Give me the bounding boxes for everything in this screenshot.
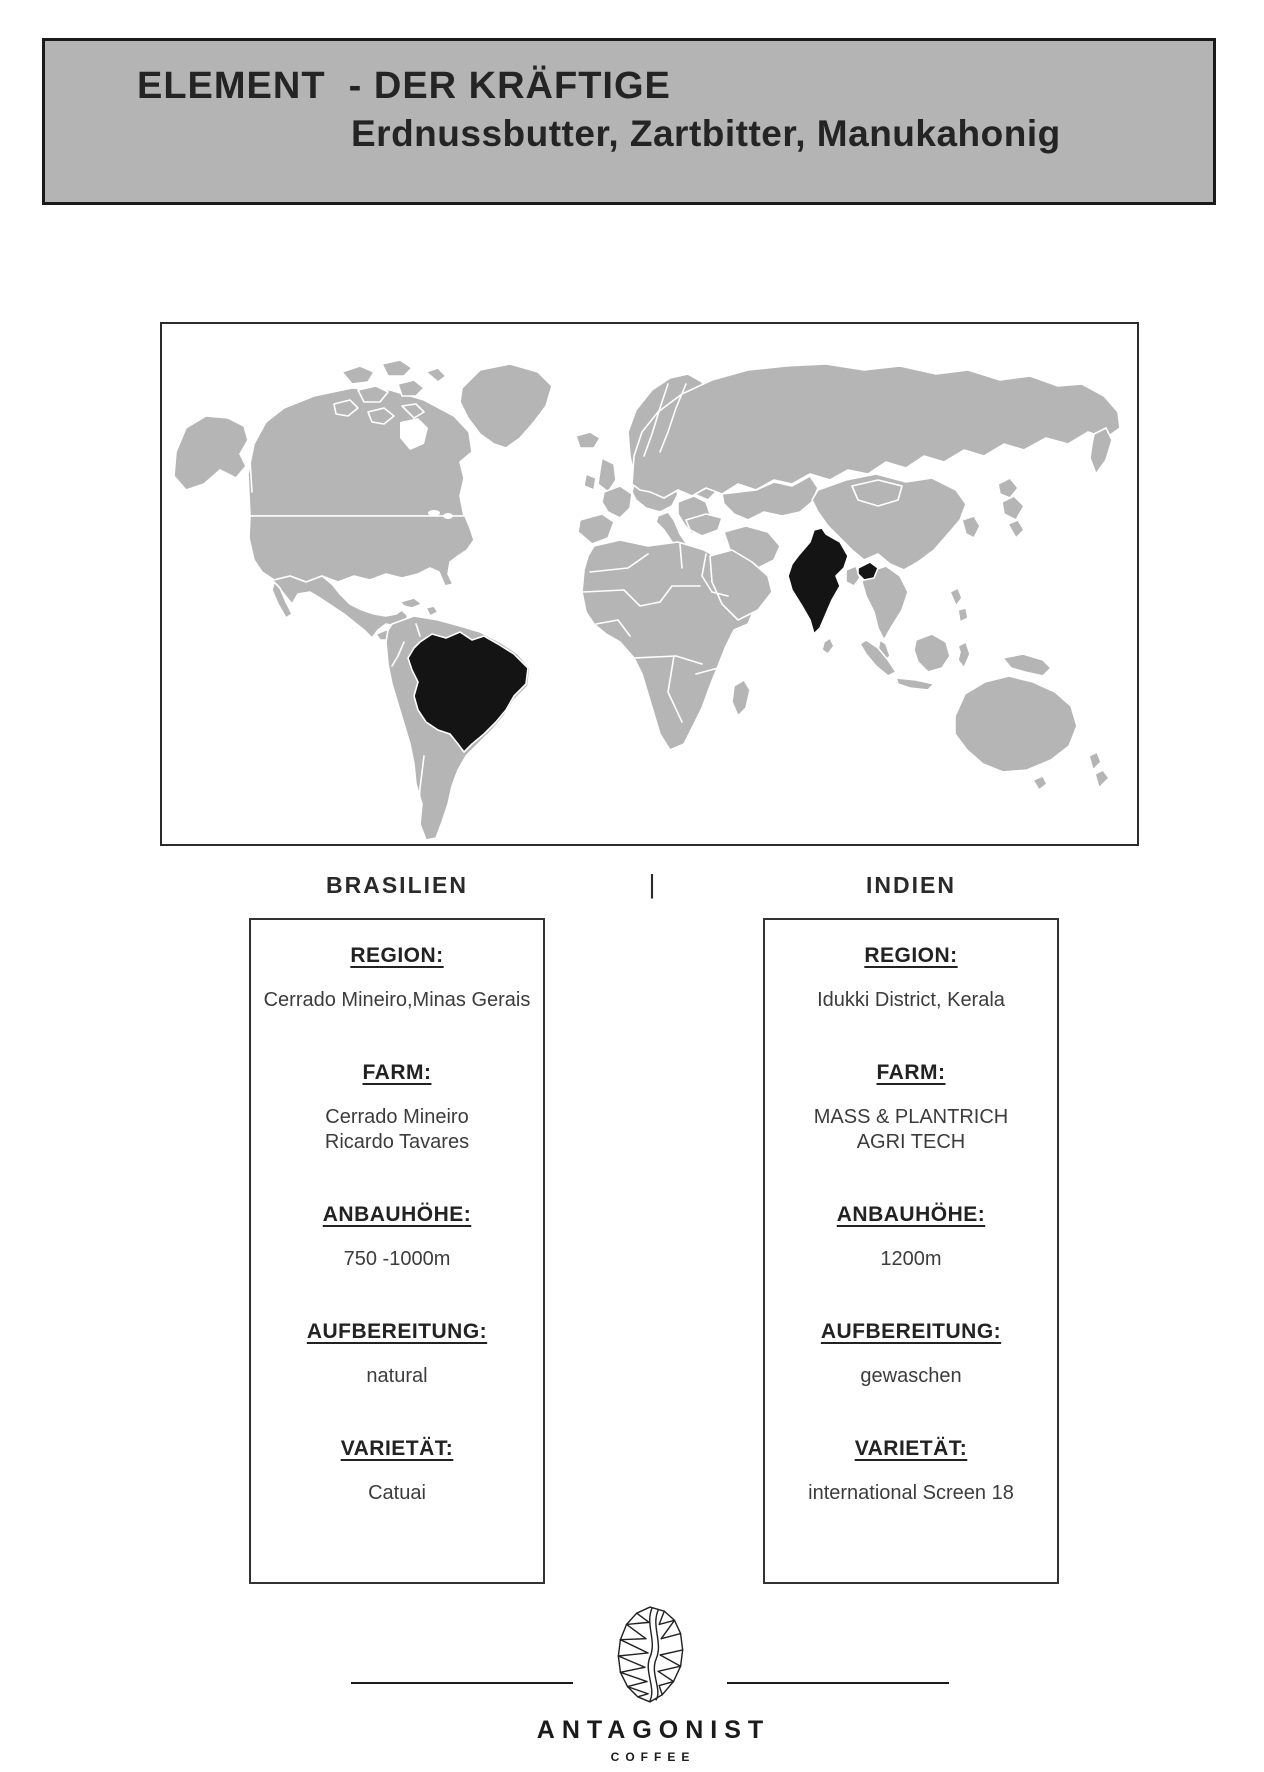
label-separator: |: [648, 869, 656, 899]
map-sulawesi: [958, 642, 970, 668]
brand-name: ANTAGONIST: [536, 1716, 771, 1744]
map-new-zealand: [1089, 752, 1101, 770]
map-arctic-island: [342, 366, 374, 384]
map-sri-lanka: [822, 638, 834, 654]
section-value-region: Idukki District, Kerala: [817, 989, 1005, 1011]
section-label-region: REGION:: [864, 944, 958, 967]
section-value-varietaet: Catuai: [368, 1482, 426, 1504]
map-japan: [998, 478, 1018, 498]
section-label-region: REGION:: [350, 944, 444, 967]
map-australia: [955, 676, 1077, 772]
section-value-aufbereitung: natural: [366, 1365, 428, 1387]
map-landmasses: [174, 360, 1120, 840]
map-great-lake: [428, 510, 440, 516]
map-tasmania: [1033, 776, 1047, 790]
map-canada: [248, 388, 472, 516]
section-label-farm: FARM:: [876, 1061, 946, 1084]
map-new-zealand: [1095, 770, 1109, 788]
section-label-varietaet: VARIETÄT:: [340, 1437, 454, 1460]
map-iceland: [576, 432, 600, 448]
section-value-farm: Cerrado Mineiro Ricardo Tavares: [324, 1106, 470, 1153]
map-alaska: [174, 416, 248, 490]
map-korea: [962, 516, 980, 538]
origin-card-indien: [763, 918, 1059, 1584]
section-value-varietaet: international Screen 18: [808, 1482, 1014, 1504]
section-label-anbauhoehe: ANBAUHÖHE:: [836, 1203, 986, 1226]
map-japan: [1002, 496, 1024, 520]
section-label-aufbereitung: AUFBEREITUNG:: [820, 1320, 1002, 1343]
footer-divider-right: [727, 1682, 949, 1684]
section-label-anbauhoehe: ANBAUHÖHE:: [322, 1203, 472, 1226]
map-madagascar: [732, 680, 750, 716]
section-label-varietaet: VARIETÄT:: [854, 1437, 968, 1460]
section-value-anbauhoehe: 1200m: [880, 1248, 942, 1270]
map-uk: [598, 458, 616, 492]
map-arctic-island: [398, 380, 424, 396]
label-indien: INDIEN: [866, 872, 956, 898]
page-title: ELEMENT - DER KRÄFTIGE: [137, 65, 671, 107]
brand-subtitle: COFFEE: [610, 1750, 696, 1764]
section-value-region: Cerrado Mineiro,Minas Gerais: [263, 989, 531, 1011]
map-france: [602, 486, 632, 518]
coffee-bean-icon: [614, 1604, 686, 1706]
world-map-svg: [162, 324, 1137, 844]
section-label-farm: FARM:: [362, 1061, 432, 1084]
section-value-aufbereitung: gewaschen: [860, 1365, 962, 1387]
map-sumatra: [860, 640, 896, 676]
page-subtitle: Erdnussbutter, Zartbitter, Manukahonig: [351, 113, 1061, 154]
map-arctic-island: [382, 360, 412, 376]
section-value-anbauhoehe: 750 -1000m: [343, 1248, 451, 1270]
map-hispaniola: [426, 606, 438, 616]
header-box: [42, 38, 1216, 205]
map-greenland: [460, 364, 552, 448]
section-label-aufbereitung: AUFBEREITUNG:: [306, 1320, 488, 1343]
map-country-india: [788, 528, 848, 634]
map-great-lake: [443, 513, 453, 519]
map-ireland: [584, 474, 596, 490]
map-iberia: [578, 514, 614, 544]
label-brasilien: BRASILIEN: [326, 872, 468, 898]
map-arctic-island: [426, 368, 446, 382]
map-java: [896, 678, 934, 690]
map-borneo: [914, 634, 950, 672]
map-usa: [249, 516, 474, 586]
footer-divider-left: [351, 1682, 573, 1684]
map-philippines: [950, 588, 962, 606]
section-value-farm: MASS & PLANTRICH AGRI TECH: [813, 1106, 1009, 1153]
map-cuba: [400, 598, 422, 608]
origin-card-brasilien: [249, 918, 545, 1584]
map-kamchatka: [1090, 428, 1112, 474]
world-map-frame: [160, 322, 1139, 846]
map-philippines: [958, 608, 968, 622]
map-new-guinea: [1003, 654, 1051, 676]
map-japan: [1008, 520, 1024, 538]
map-country-india-northeast: [858, 562, 878, 580]
